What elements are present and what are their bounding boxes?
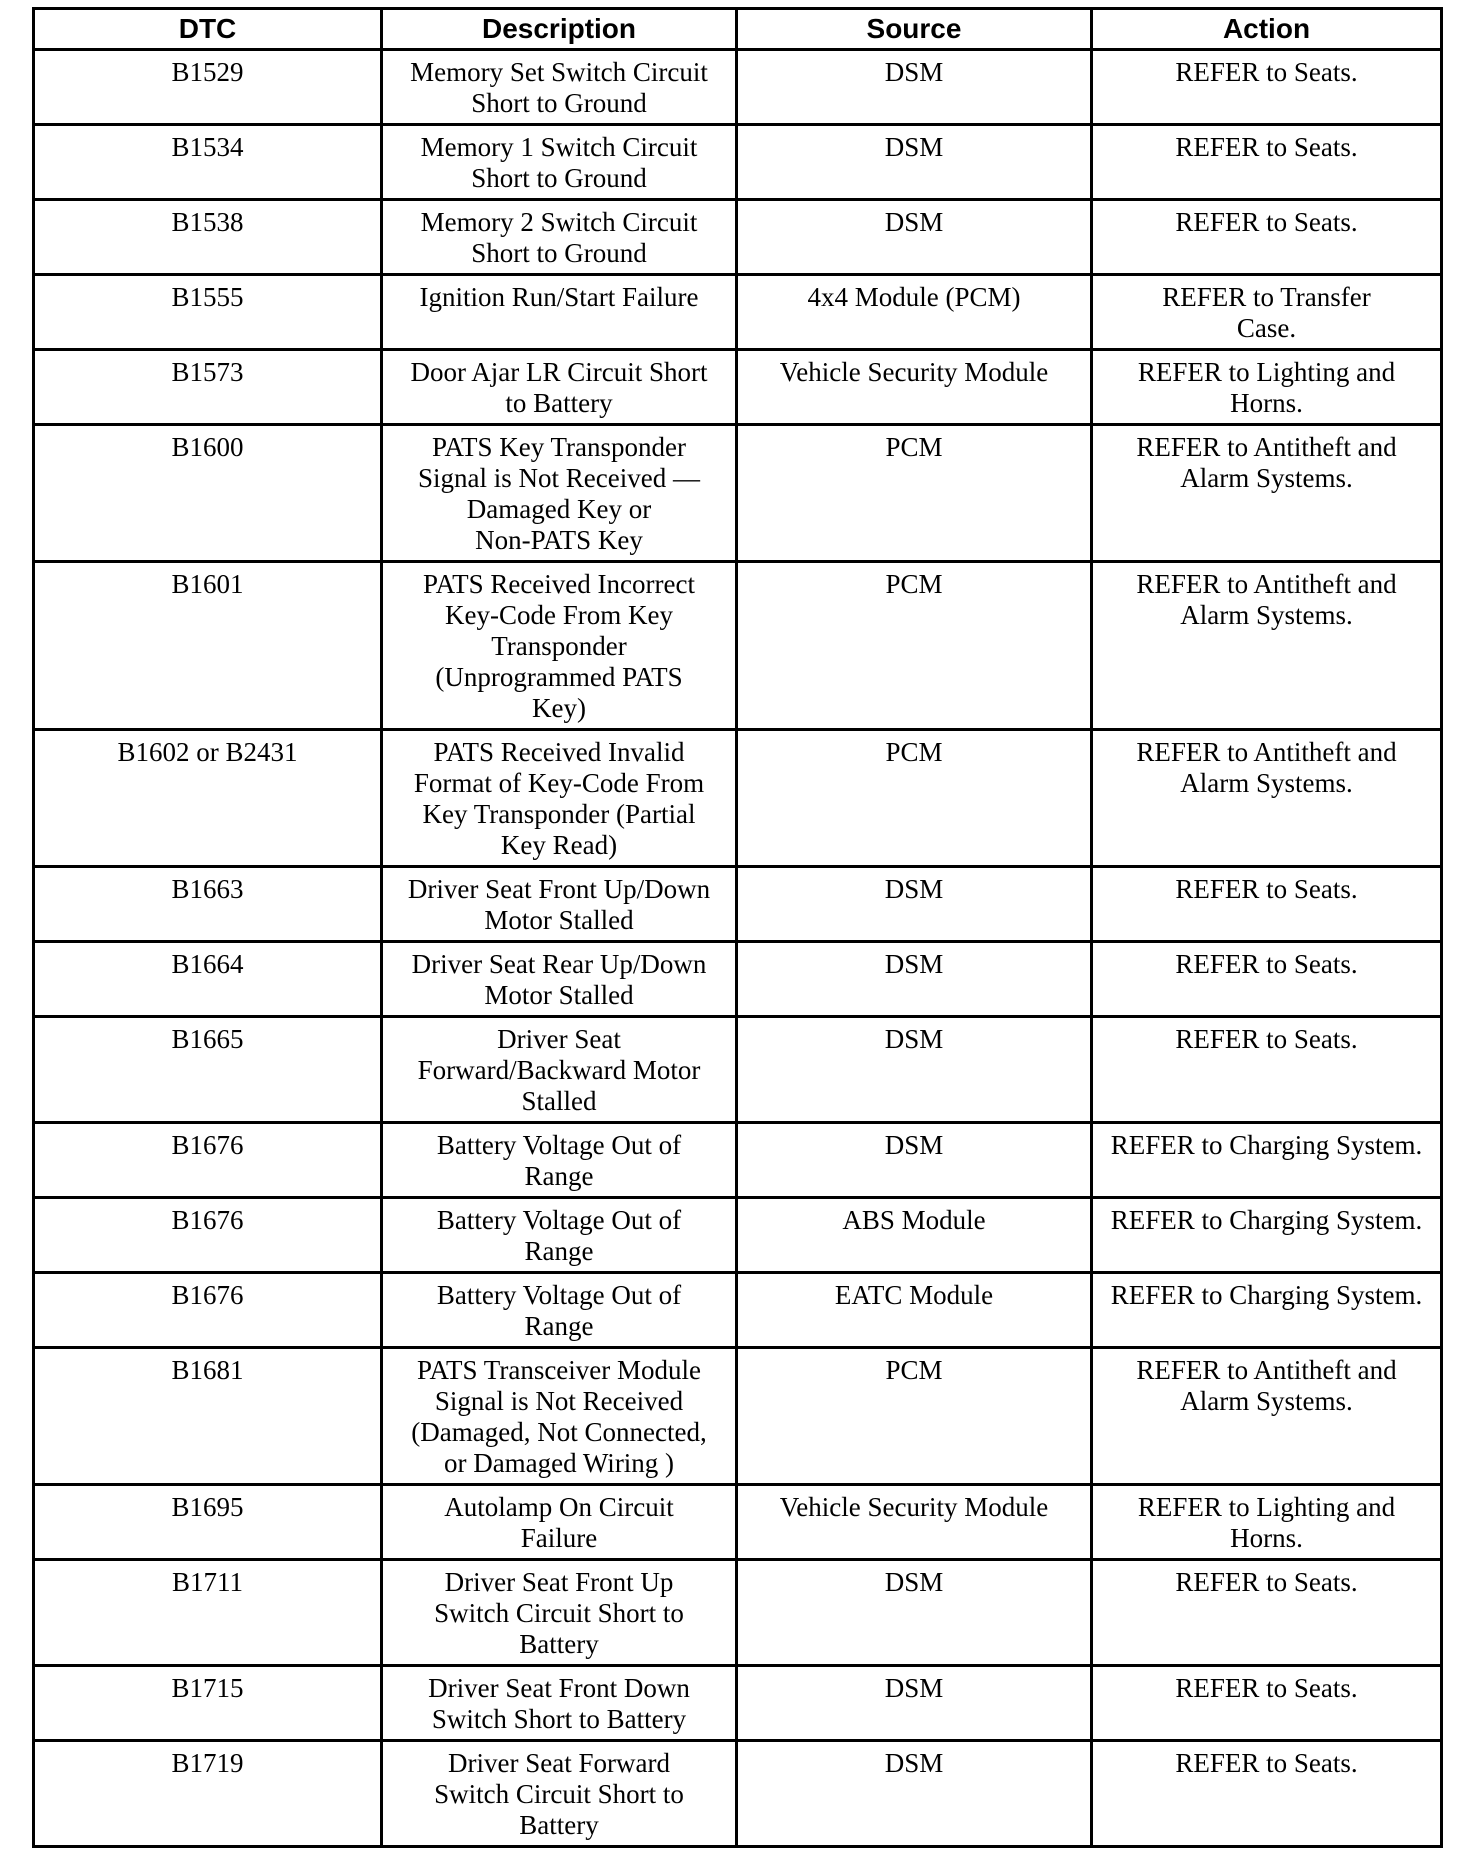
action-cell-line: REFER to Seats. (1175, 1567, 1358, 1597)
action-cell (1092, 1741, 1442, 1847)
header-row (34, 9, 1442, 50)
source-cell: ABS Module (737, 1198, 1092, 1273)
source-cell: DSM (737, 1560, 1092, 1666)
dtc-code-cell: B1676 (34, 1198, 382, 1273)
action-cell (1092, 1123, 1442, 1198)
description-cell-line: (Unprogrammed PATS (435, 662, 683, 692)
action-cell-line: REFER to Seats. (1175, 949, 1358, 979)
action-cell-line: REFER to Antitheft and (1136, 737, 1397, 767)
table-row (34, 50, 1442, 125)
action-cell-line: REFER to Charging System. (1110, 1205, 1423, 1235)
description-cell (382, 1741, 737, 1847)
action-cell-line: REFER to Transfer (1162, 282, 1371, 312)
action-cell-line: REFER to Charging System. (1110, 1130, 1423, 1160)
description-cell-line: PATS Transceiver Module (416, 1355, 702, 1385)
description-cell-line: Range (524, 1236, 594, 1266)
description-cell-line: Non-PATS Key (475, 525, 643, 555)
table-row (34, 350, 1442, 425)
description-cell (382, 1348, 737, 1485)
description-cell-line: PATS Key Transponder (431, 432, 687, 462)
action-cell (1092, 50, 1442, 125)
description-cell-line: Driver Seat Front Up (444, 1567, 674, 1597)
action-cell-line: REFER to Seats. (1175, 57, 1358, 87)
description-cell-line: Switch Circuit Short to (434, 1598, 684, 1628)
action-cell (1092, 730, 1442, 867)
table-row (34, 125, 1442, 200)
source-cell: PCM (737, 1348, 1092, 1485)
action-cell (1092, 562, 1442, 730)
table-header (34, 9, 1442, 50)
description-cell (382, 730, 737, 867)
description-cell (382, 1273, 737, 1348)
table-row (34, 1273, 1442, 1348)
action-cell-line: REFER to Antitheft and (1136, 432, 1397, 462)
source-cell: DSM (737, 942, 1092, 1017)
action-cell (1092, 1348, 1442, 1485)
header-action: Action (1092, 9, 1442, 50)
dtc-code-cell: B1676 (34, 1123, 382, 1198)
description-cell-line: Memory 1 Switch Circuit (420, 132, 698, 162)
dtc-code-cell: B1676 (34, 1273, 382, 1348)
description-cell-line: to Battery (505, 388, 613, 418)
source-cell: 4x4 Module (PCM) (737, 275, 1092, 350)
table-row (34, 867, 1442, 942)
table-row (34, 942, 1442, 1017)
dtc-table (32, 7, 1443, 1848)
action-cell-line: Alarm Systems. (1180, 600, 1353, 630)
dtc-code-cell: B1664 (34, 942, 382, 1017)
description-cell-line: Battery (519, 1810, 599, 1840)
action-cell-line: REFER to Seats. (1175, 1024, 1358, 1054)
action-cell-line: Horns. (1230, 388, 1303, 418)
description-cell-line: Battery Voltage Out of (436, 1130, 682, 1160)
action-cell (1092, 1017, 1442, 1123)
source-cell: DSM (737, 1741, 1092, 1847)
table-row (34, 200, 1442, 275)
description-cell-line: Short to Ground (471, 88, 647, 118)
description-cell-line: Format of Key-Code From (413, 768, 705, 798)
description-cell-line: (Damaged, Not Connected, (411, 1417, 707, 1447)
action-cell (1092, 275, 1442, 350)
source-cell: EATC Module (737, 1273, 1092, 1348)
dtc-code-cell: B1529 (34, 50, 382, 125)
description-cell-line: Forward/Backward Motor (417, 1055, 701, 1085)
description-cell-line: Battery Voltage Out of (436, 1280, 682, 1310)
table-row (34, 1485, 1442, 1560)
description-cell (382, 1123, 737, 1198)
source-cell: DSM (737, 867, 1092, 942)
description-cell-line: Memory 2 Switch Circuit (420, 207, 698, 237)
table-row (34, 1017, 1442, 1123)
dtc-code-cell: B1602 or B2431 (34, 730, 382, 867)
action-cell (1092, 1560, 1442, 1666)
table-row (34, 1198, 1442, 1273)
description-cell (382, 50, 737, 125)
action-cell-line: Alarm Systems. (1180, 463, 1353, 493)
description-cell-line: Short to Ground (471, 238, 647, 268)
description-cell-line: Signal is Not Received (434, 1386, 684, 1416)
description-cell-line: Damaged Key or (466, 494, 652, 524)
source-cell: Vehicle Security Module (737, 1485, 1092, 1560)
description-cell (382, 562, 737, 730)
table-row (34, 1123, 1442, 1198)
action-cell (1092, 1198, 1442, 1273)
description-cell-line: Memory Set Switch Circuit (410, 57, 708, 87)
header-dtc: DTC (34, 9, 382, 50)
description-cell-line: Motor Stalled (484, 905, 634, 935)
description-cell-line: Key Transponder (Partial (422, 799, 696, 829)
dtc-code-cell: B1665 (34, 1017, 382, 1123)
description-cell-line: Motor Stalled (484, 980, 634, 1010)
action-cell (1092, 200, 1442, 275)
table-body (34, 50, 1442, 1847)
description-cell (382, 1560, 737, 1666)
description-cell-line: Range (524, 1311, 594, 1341)
description-cell-line: Driver Seat Forward (448, 1748, 670, 1778)
description-cell-line: Driver Seat Rear Up/Down (411, 949, 707, 979)
source-cell: DSM (737, 50, 1092, 125)
action-cell-line: REFER to Seats. (1175, 1748, 1358, 1778)
source-cell: DSM (737, 125, 1092, 200)
action-cell (1092, 867, 1442, 942)
description-cell (382, 425, 737, 562)
description-cell-line: Battery (519, 1629, 599, 1659)
table-row (34, 1666, 1442, 1741)
description-cell (382, 1485, 737, 1560)
description-cell-line: Door Ajar LR Circuit Short (410, 357, 708, 387)
description-cell-line: Key-Code From Key (445, 600, 673, 630)
action-cell-line: REFER to Seats. (1175, 1673, 1358, 1703)
description-cell-line: Driver Seat (497, 1024, 621, 1054)
header-description: Description (382, 9, 737, 50)
action-cell-line: Case. (1236, 313, 1297, 343)
table-row (34, 1560, 1442, 1666)
action-cell-line: REFER to Seats. (1175, 207, 1358, 237)
source-cell: DSM (737, 200, 1092, 275)
description-cell-line: Driver Seat Front Up/Down (407, 874, 711, 904)
action-cell-line: REFER to Antitheft and (1136, 1355, 1397, 1385)
description-cell (382, 867, 737, 942)
action-cell (1092, 350, 1442, 425)
description-cell-line: Short to Ground (471, 163, 647, 193)
action-cell-line: Alarm Systems. (1180, 768, 1353, 798)
description-cell (382, 1666, 737, 1741)
description-cell-line: Ignition Run/Start Failure (419, 282, 699, 312)
description-cell (382, 275, 737, 350)
source-cell: Vehicle Security Module (737, 350, 1092, 425)
description-cell (382, 125, 737, 200)
source-cell: PCM (737, 562, 1092, 730)
action-cell (1092, 1666, 1442, 1741)
description-cell-line: PATS Received Invalid (433, 737, 685, 767)
dtc-code-cell: B1711 (34, 1560, 382, 1666)
description-cell-line: Key Read) (500, 830, 618, 860)
description-cell-line: Key) (532, 693, 586, 723)
table-row (34, 730, 1442, 867)
action-cell-line: Horns. (1230, 1523, 1303, 1553)
description-cell-line: or Damaged Wiring ) (443, 1448, 675, 1478)
source-cell: PCM (737, 425, 1092, 562)
table-row (34, 562, 1442, 730)
description-cell-line: Autolamp On Circuit (444, 1492, 674, 1522)
action-cell (1092, 425, 1442, 562)
dtc-code-cell: B1719 (34, 1741, 382, 1847)
action-cell-line: Alarm Systems. (1180, 1386, 1353, 1416)
source-cell: DSM (737, 1017, 1092, 1123)
source-cell: DSM (737, 1666, 1092, 1741)
dtc-code-cell: B1534 (34, 125, 382, 200)
header-source: Source (737, 9, 1092, 50)
action-cell-line: REFER to Lighting and (1137, 1492, 1396, 1522)
description-cell-line: PATS Received Incorrect (423, 569, 695, 599)
action-cell (1092, 125, 1442, 200)
description-cell-line: Signal is Not Received — (418, 463, 700, 493)
description-cell (382, 350, 737, 425)
dtc-code-cell: B1695 (34, 1485, 382, 1560)
dtc-code-cell: B1538 (34, 200, 382, 275)
action-cell (1092, 942, 1442, 1017)
table-row (34, 275, 1442, 350)
description-cell-line: Stalled (521, 1086, 597, 1116)
dtc-code-cell: B1601 (34, 562, 382, 730)
description-cell (382, 200, 737, 275)
description-cell-line: Range (524, 1161, 594, 1191)
dtc-code-cell: B1681 (34, 1348, 382, 1485)
description-cell (382, 942, 737, 1017)
source-cell: DSM (737, 1123, 1092, 1198)
table-row (34, 1741, 1442, 1847)
source-cell: PCM (737, 730, 1092, 867)
description-cell-line: Driver Seat Front Down (428, 1673, 690, 1703)
description-cell-line: Battery Voltage Out of (436, 1205, 682, 1235)
action-cell-line: REFER to Lighting and (1137, 357, 1396, 387)
dtc-code-cell: B1600 (34, 425, 382, 562)
description-cell-line: Transponder (491, 631, 627, 661)
dtc-code-cell: B1663 (34, 867, 382, 942)
description-cell-line: Failure (520, 1523, 598, 1553)
action-cell-line: REFER to Antitheft and (1136, 569, 1397, 599)
dtc-code-cell: B1573 (34, 350, 382, 425)
dtc-code-cell: B1555 (34, 275, 382, 350)
table-row (34, 1348, 1442, 1485)
action-cell-line: REFER to Seats. (1175, 874, 1358, 904)
description-cell (382, 1017, 737, 1123)
action-cell (1092, 1485, 1442, 1560)
action-cell (1092, 1273, 1442, 1348)
dtc-code-cell: B1715 (34, 1666, 382, 1741)
description-cell-line: Switch Short to Battery (431, 1704, 687, 1734)
action-cell-line: REFER to Charging System. (1110, 1280, 1423, 1310)
action-cell-line: REFER to Seats. (1175, 132, 1358, 162)
table-row (34, 425, 1442, 562)
description-cell-line: Switch Circuit Short to (434, 1779, 684, 1809)
description-cell (382, 1198, 737, 1273)
